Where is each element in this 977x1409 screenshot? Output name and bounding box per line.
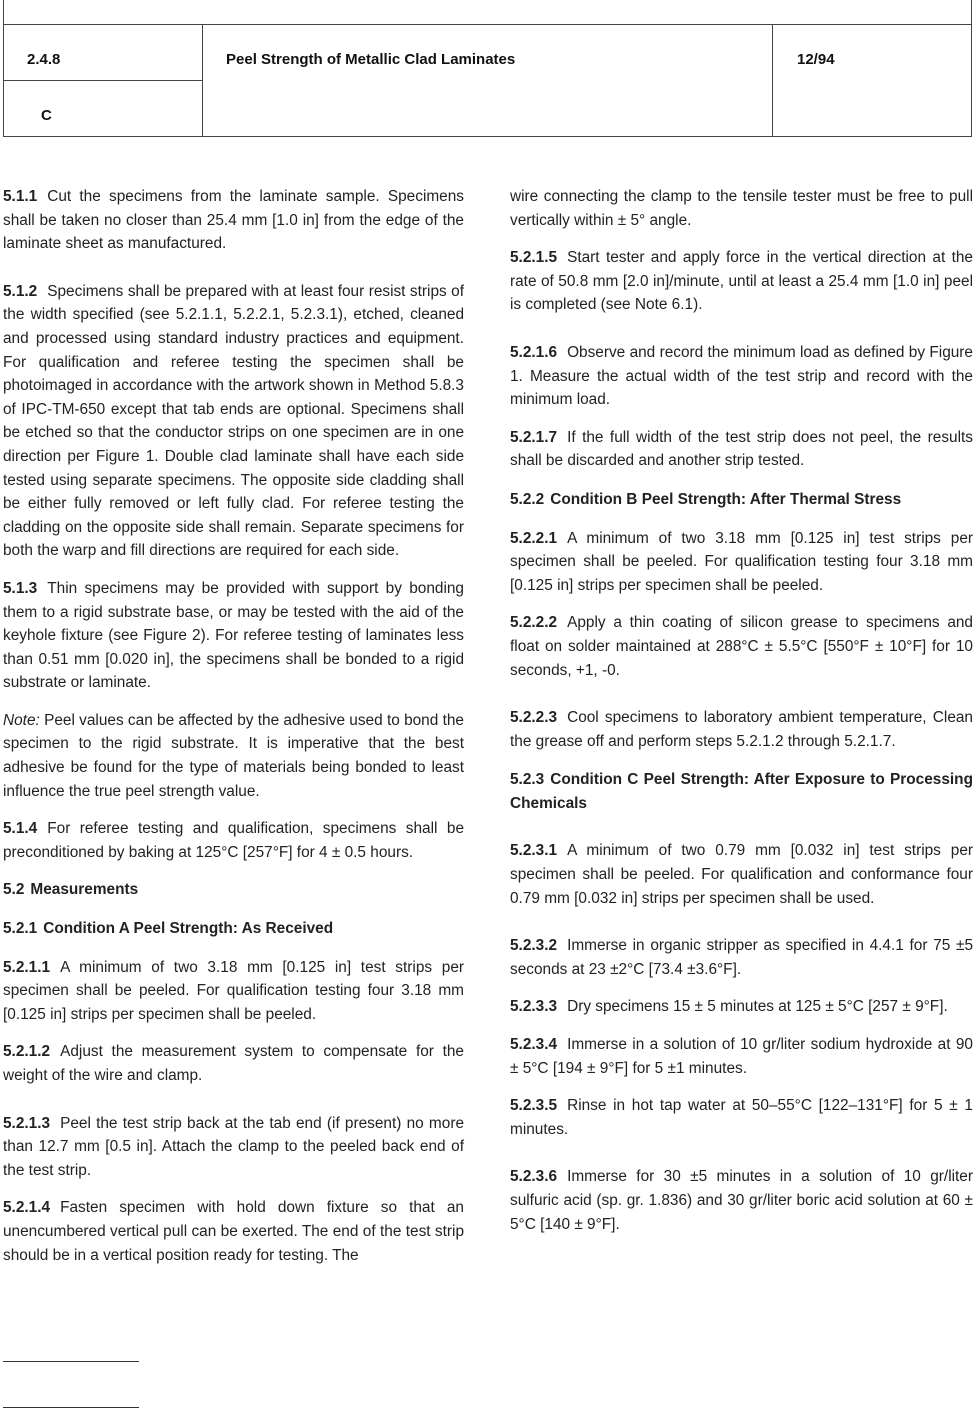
section-5-2-3-3 [510, 995, 973, 1019]
section-number: 5.1.4 [3, 820, 38, 838]
section-5-1-2 [3, 280, 464, 563]
section-5-2-1-1 [3, 956, 464, 1027]
heading-5-2 [3, 878, 464, 902]
continued-paragraph [510, 185, 973, 232]
section-5-2-3-6 [510, 1165, 973, 1236]
section-5-2-3-1 [510, 839, 973, 910]
section-number: 5.2.3.5 [510, 1097, 558, 1115]
section-5-2-2-2 [510, 611, 973, 682]
section-number: 5.2.1.4 [3, 1199, 51, 1217]
section-number: 5.1.1 [3, 188, 38, 205]
section-number: 5.2.3.6 [510, 1168, 558, 1186]
section-5-1-3 [3, 577, 464, 695]
section-5-1-4 [3, 817, 464, 864]
section-number: 5.2.1.3 [3, 1114, 51, 1132]
section-number: 5.2.3.4 [510, 1036, 558, 1054]
section-number: 5.2.1.7 [510, 428, 558, 446]
section-text: For referee testing and qualification, specimens shall be preconditioned by baking at 125°C [257°F] for 4 ± 0.5 hours. [3, 820, 464, 861]
heading-5-2-1 [3, 917, 464, 941]
section-5-2-3-4 [510, 1033, 973, 1080]
section-text: Adjust the measurement system to compensate for the weight of the wire and clamp. [3, 1043, 464, 1084]
heading-number: 5.2 [3, 881, 25, 899]
note-text: Peel values can be affected by the adhesive used to bond the specimen to the rigid substrate. It is imperative that the best adhesive be found for the type of materials being bonded to least influence the true peel strength value. [3, 711, 464, 800]
right-column [510, 185, 973, 1236]
section-text: Start tester and apply force in the vertical direction at the rate of 50.8 mm [2.0 in]/minute, until at least a 25.4 mm [1.0 in] peel is completed (see Note 6.1). [510, 249, 973, 314]
section-text: Immerse in organic stripper as specified in 4.4.1 for 75 ±5 seconds at 23 ±2°C [73.4 ±3.6°F]. [510, 937, 973, 978]
section-text: A minimum of two 3.18 mm [0.125 in] test strips per specimen shall be peeled. For qualification testing four 3.18 mm [0.125 in] strips per specimen shall be peeled. [510, 529, 973, 594]
section-5-2-1-4 [3, 1196, 464, 1267]
test-method-title: Peel Strength of Metallic Clad Laminates [226, 51, 516, 68]
section-5-2-1-6 [510, 341, 973, 412]
footnote-rule [3, 1407, 139, 1408]
section-number: 5.1.3 [3, 579, 38, 597]
section-5-2-3-2 [510, 934, 973, 981]
note-paragraph [3, 709, 464, 803]
section-5-2-1-2 [3, 1040, 464, 1087]
section-number: 5.2.2.2 [510, 614, 558, 632]
section-text: Observe and record the minimum load as defined by Figure 1. Measure the actual width of the test strip and record with the minimum load. [510, 343, 973, 409]
section-number: 5.2.2.3 [510, 709, 558, 727]
section-text: Fasten specimen with hold down fixture so that an unencumbered vertical pull can be exerted. The end of the test strip should be in a vertical position ready for testing. The [3, 1199, 464, 1264]
section-text: Immerse for 30 ±5 minutes in a solution of 10 gr/liter sulfuric acid (sp. gr. 1.836) and 30 gr/liter boric acid solution at 60 ± 5°C [140 ± 9°F]. [510, 1168, 973, 1233]
heading-text: Condition C Peel Strength: After Exposure to Processing Chemicals [510, 771, 973, 812]
header-divider [772, 25, 773, 136]
section-text: Thin specimens may be provided with support by bonding them to a rigid substrate base, or may be tested with the aid of the keyhole fixture (see Figure 2). For referee testing of laminates less than 0.51 mm [0.020 in], the specimens shall be bonded to a rigid substrate or laminate. [3, 579, 464, 692]
section-text: Cool specimens to laboratory ambient temperature, Clean the grease off and perform steps 5.2.1.2 through 5.2.1.7. [510, 709, 973, 750]
section-number: 5.2.1.1 [3, 958, 51, 976]
header-divider [4, 80, 203, 81]
section-text: Rinse in hot tap water at 50–55°C [122–131°F] for 5 ± 1 minutes. [510, 1097, 973, 1138]
section-number: 5.2.1.2 [3, 1043, 51, 1061]
section-text: A minimum of two 3.18 mm [0.125 in] test strips per specimen shall be peeled. For qualification testing four 3.18 mm [0.125 in] strips per specimen shall be peeled. [3, 958, 464, 1023]
heading-5-2-3 [510, 768, 973, 815]
section-5-2-2-1 [510, 527, 973, 598]
revision-date: 12/94 [797, 51, 835, 68]
left-column [3, 185, 464, 1267]
section-number: 5.2.3.2 [510, 937, 558, 955]
heading-number: 5.2.1 [3, 920, 38, 938]
heading-text: Measurements [30, 881, 139, 899]
note-label: Note: [3, 711, 40, 729]
section-5-1-1 [3, 185, 464, 256]
heading-number: 5.2.2 [510, 490, 545, 508]
section-text: wire connecting the clamp to the tensile tester must be free to pull vertically within ± 5° angle. [510, 188, 973, 229]
section-text: If the full width of the test strip does not peel, the results shall be discarded and another strip tested. [510, 428, 973, 470]
section-number: 5.1.2 [3, 282, 38, 300]
section-5-2-2-3 [510, 706, 973, 753]
section-5-2-1-7 [510, 426, 973, 473]
section-text: A minimum of two 0.79 mm [0.032 in] test strips per specimen shall be peeled. For qualification and conformance four 0.79 mm [0.032 in] strips per specimen shall be used. [510, 842, 973, 907]
heading-number: 5.2.3 [510, 771, 545, 789]
section-number: 5.2.1.6 [510, 343, 558, 361]
section-5-2-3-5 [510, 1094, 973, 1141]
test-method-number: 2.4.8 [27, 51, 61, 68]
document-header [3, 24, 972, 137]
section-text: Dry specimens 15 ± 5 minutes at 125 ± 5°C [257 ± 9°F]. [567, 998, 948, 1016]
revision-letter: C [41, 107, 52, 124]
section-text: Cut the specimens from the laminate sample. Specimens shall be taken no closer than 25.4 mm [1.0 in] from the edge of the laminate sheet as manufactured. [3, 188, 464, 253]
heading-text: Condition A Peel Strength: As Received [43, 920, 334, 938]
section-text: Immerse in a solution of 10 gr/liter sodium hydroxide at 90 ± 5°C [194 ± 9°F] for 5 ±1 minutes. [510, 1036, 973, 1077]
heading-text: Condition B Peel Strength: After Thermal Stress [550, 490, 902, 508]
section-number: 5.2.3.1 [510, 842, 558, 860]
section-text: Apply a thin coating of silicon grease to specimens and float on solder maintained at 288°C ± 5.5°C [550°F ± 10°F] for 10 seconds, +1, -0. [510, 614, 973, 679]
section-number: 5.2.2.1 [510, 529, 558, 547]
section-5-2-1-5 [510, 246, 973, 317]
section-text: Peel the test strip back at the tab end (if present) no more than 12.7 mm [0.5 in]. Attach the clamp to the peeled back end of the test strip. [3, 1114, 464, 1179]
header-top-strip [3, 0, 972, 25]
section-number: 5.2.1.5 [510, 249, 558, 267]
heading-5-2-2 [510, 488, 973, 512]
footnote-rule [3, 1361, 139, 1362]
section-number: 5.2.3.3 [510, 998, 558, 1016]
section-5-2-1-3 [3, 1112, 464, 1183]
section-text: Specimens shall be prepared with at least four resist strips of the width specified (see 5.2.1.1, 5.2.2.1, 5.2.3.1), etched, cleaned and processed using standard industry practices and equipment. For qualification and referee testing the specimen shall be photoimaged in accordance with the artwork shown in Method 5.8.3 of IPC-TM-650 except that tab ends are optional. Specimens shall be etched so that the conductor strips on one specimen are in one direction per Figure 1. Double clad laminate shall have each side tested using separate specimens. The opposite side cladding shall be either fully removed or left fully clad. For referee testing the cladding on the opposite side shall remain. Separate specimens for both the warp and fill directions are required for each side. [3, 282, 464, 560]
